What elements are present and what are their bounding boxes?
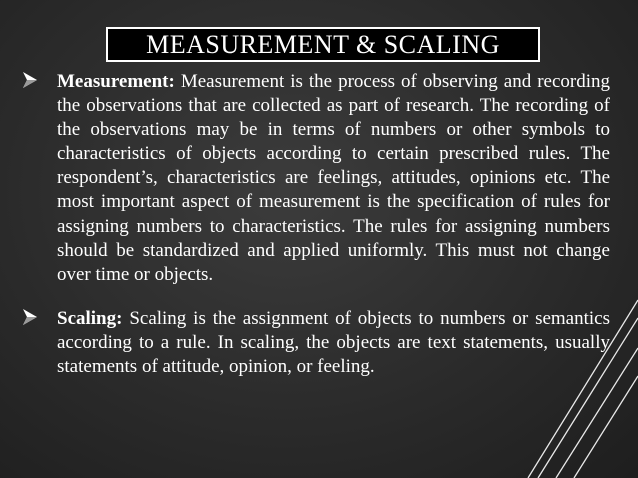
bullet-text: Measurement is the process of observing and recording the observations that are collected as part of research. The recording of the observations may be in terms of numbers or other symbols to characteristics of objects according to certain prescribed rules. The respondent’s, characteristics are feelings, attitudes, opinions etc. The most important aspect of measurement is the specification of rules for assigning numbers to characteristics. The rules for assigning numbers should be standardized and applied uniformly. This must not change over time or objects. [57, 71, 611, 285]
bullet-term: Measurement: [57, 71, 175, 92]
slide-title: MEASUREMENT & SCALING [146, 29, 500, 59]
bullet-paragraph [57, 70, 610, 287]
bullet-text: Scaling is the assignment of objects to numbers or semantics according to a rule. In scaling, the objects are text statements, usually statements of attitude, opinion, or feeling. [57, 307, 610, 378]
bullet-list [22, 70, 610, 399]
title-box [106, 27, 540, 62]
bullet-scaling [22, 307, 610, 379]
arrowhead-bullet-icon [22, 71, 38, 89]
bullet-term: Scaling: [57, 307, 123, 329]
bullet-paragraph [57, 307, 610, 379]
bullet-measurement [22, 70, 610, 287]
arrowhead-bullet-icon [22, 308, 38, 326]
